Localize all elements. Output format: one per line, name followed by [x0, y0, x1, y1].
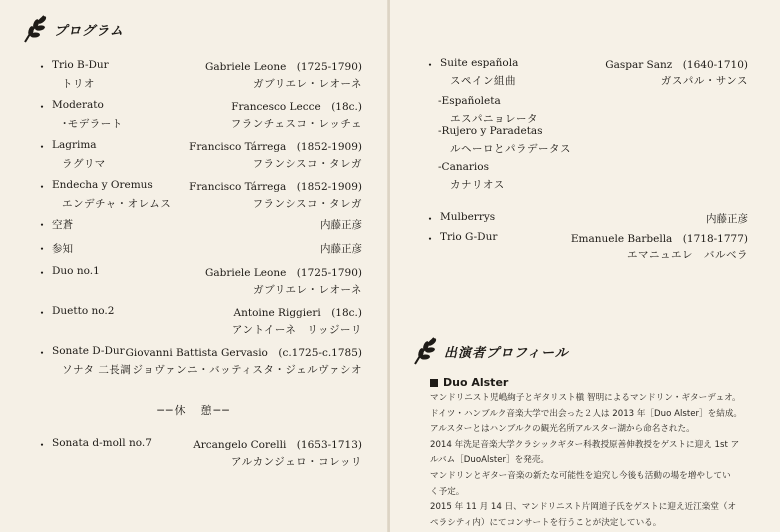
piece-title: Duetto no.2: [52, 305, 115, 317]
bullet: ・: [36, 140, 49, 154]
composer-jp: ガスパル・サンス: [660, 75, 748, 87]
composer: Francisco Tárrega (1852-1909): [189, 181, 362, 193]
bullet: ・: [36, 218, 49, 232]
piece-title: Trio G-Dur: [440, 231, 498, 243]
piece-title-jp: ソナタ 二長調: [62, 364, 132, 376]
profile-line: ルバム［DuoAlster］を発売。: [430, 455, 549, 466]
piece-title: -Rujero y Paradetas: [438, 125, 543, 137]
piece-title: Trio B-Dur: [52, 59, 109, 71]
profile-line: マンドリニスト児嶋絢子とギタリスト槇 智明によるマンドリン・ギターデュオ。: [430, 393, 741, 403]
profile-text: [430, 391, 760, 531]
composer: 内藤正彦: [320, 219, 362, 231]
program-heading: [22, 14, 124, 44]
program-item: [390, 56, 780, 92]
program-item: [390, 160, 780, 196]
group-name: [430, 376, 508, 389]
bullet: ・: [424, 58, 437, 72]
composer: 内藤正彦: [706, 213, 748, 225]
program-item: [0, 58, 388, 94]
profile-title: 出演者プロフィール: [444, 345, 569, 361]
composer-jp: フランチェスコ・レッチェ: [230, 118, 362, 130]
piece-title-jp: エンデチャ・オレムス: [62, 198, 172, 210]
bullet: ・: [36, 266, 49, 280]
leaf-branch-icon: [22, 14, 50, 44]
composer: Emanuele Barbella (1718-1777): [570, 233, 748, 245]
composer: Arcangelo Corelli (1653-1713): [193, 439, 362, 451]
piece-title-jp: ルヘーロとパラデータス: [450, 143, 571, 155]
piece-title: Mulberrys: [440, 211, 496, 223]
program-item: [0, 138, 388, 174]
leaf-branch-icon: [412, 336, 440, 366]
bullet: ・: [424, 232, 437, 246]
bullet: ・: [36, 180, 49, 194]
piece-title-jp: トリオ: [62, 78, 95, 90]
piece-title: -Canarios: [438, 161, 489, 173]
profile-line: ドイツ・ハンブルク音楽大学で出会った２人は 2013 年［Duo Alster］を結成。: [430, 408, 743, 419]
bullet: ・: [36, 242, 49, 256]
profile-line: アルスターとはハンブルクの観光名所アルスター湖から命名された。: [430, 424, 695, 435]
piece-title: Endecha y Oremus: [52, 179, 153, 191]
bullet: ・: [424, 212, 437, 226]
profile-heading: [412, 336, 569, 366]
composer-jp: エマニュエレ バルベラ: [627, 249, 748, 261]
composer: Gabriele Leone (1725-1790): [204, 61, 362, 73]
bullet: ・: [36, 346, 49, 360]
program-item: [0, 304, 388, 340]
left-page: [0, 0, 388, 532]
program-item: [0, 264, 388, 300]
program-item: [0, 178, 388, 214]
composer-jp: ガブリエレ・レオーネ: [253, 78, 362, 90]
piece-title: 参知: [52, 243, 73, 255]
piece-title-jp: ･モデラート: [62, 118, 123, 130]
composer-jp: フランシスコ・タレガ: [252, 198, 362, 210]
piece-title-jp: スペイン組曲: [450, 75, 516, 87]
composer-jp: アントイーネ リッジーリ: [231, 324, 362, 336]
program-item: [390, 124, 780, 160]
profile-line: 2014 年洗足音楽大学クラシックギター科教授原善伸教授をゲストに迎え 1st ア: [430, 439, 740, 450]
composer: Gabriele Leone (1725-1790): [204, 267, 362, 279]
profile-line: マンドリンとギター音楽の新たな可能性を追究し今後も活動の場を増やしてい: [430, 470, 731, 481]
composer: Giovanni Battista Gervasio (c.1725-c.1785): [125, 347, 362, 359]
piece-title-jp: カナリオス: [450, 179, 505, 191]
profile-line: 2015 年 11 月 14 日、マンドリニスト片岡道子氏をゲストに迎え近江楽堂（オ: [430, 502, 737, 513]
composer-jp: ガブリエレ・レオーネ: [253, 284, 362, 296]
piece-title: -Españoleta: [438, 95, 501, 107]
composer: Gaspar Sanz (1640-1710): [605, 59, 748, 71]
composer-jp: ジョヴァンニ・バッティスタ・ジェルヴァシオ: [132, 364, 362, 376]
program-item: [0, 98, 388, 134]
program-item: [0, 344, 388, 380]
composer-jp: フランシスコ・タレガ: [252, 158, 362, 170]
composer: Francisco Tárrega (1852-1909): [189, 141, 362, 153]
bullet: ・: [36, 100, 49, 114]
bullet: ・: [36, 60, 49, 74]
piece-title: Sonate D-Dur: [52, 345, 125, 357]
group-name-text: Duo Alster: [443, 376, 509, 389]
piece-title: Lagrima: [52, 139, 97, 151]
composer: Francesco Lecce (18c.): [231, 101, 362, 113]
program-item: [0, 436, 388, 472]
composer: Antoine Riggieri (18c.): [233, 307, 362, 319]
piece-title: Sonata d-moll no.7: [52, 437, 152, 449]
piece-title: Suite española: [440, 57, 519, 69]
composer-jp: アルカンジェロ・コレッリ: [230, 456, 362, 468]
profile-line: ペラシティ内）にてコンサートを行うことが決定している。: [430, 517, 662, 528]
piece-title-jp: ラグリマ: [62, 158, 106, 170]
bullet: ・: [36, 306, 49, 320]
square-icon: [430, 379, 438, 387]
program-item: [390, 230, 780, 266]
piece-title: Duo no.1: [52, 265, 100, 277]
piece-title-jp: エスパニョレータ: [450, 113, 538, 125]
piece-title: Moderato: [52, 99, 104, 111]
program-title: プログラム: [54, 23, 124, 39]
intermission: ──休 憩──: [157, 404, 231, 417]
profile-line: く予定。: [430, 486, 465, 497]
piece-title: 空蒼: [52, 219, 73, 231]
composer: 内藤正彦: [320, 243, 362, 255]
bullet: ・: [36, 438, 49, 452]
